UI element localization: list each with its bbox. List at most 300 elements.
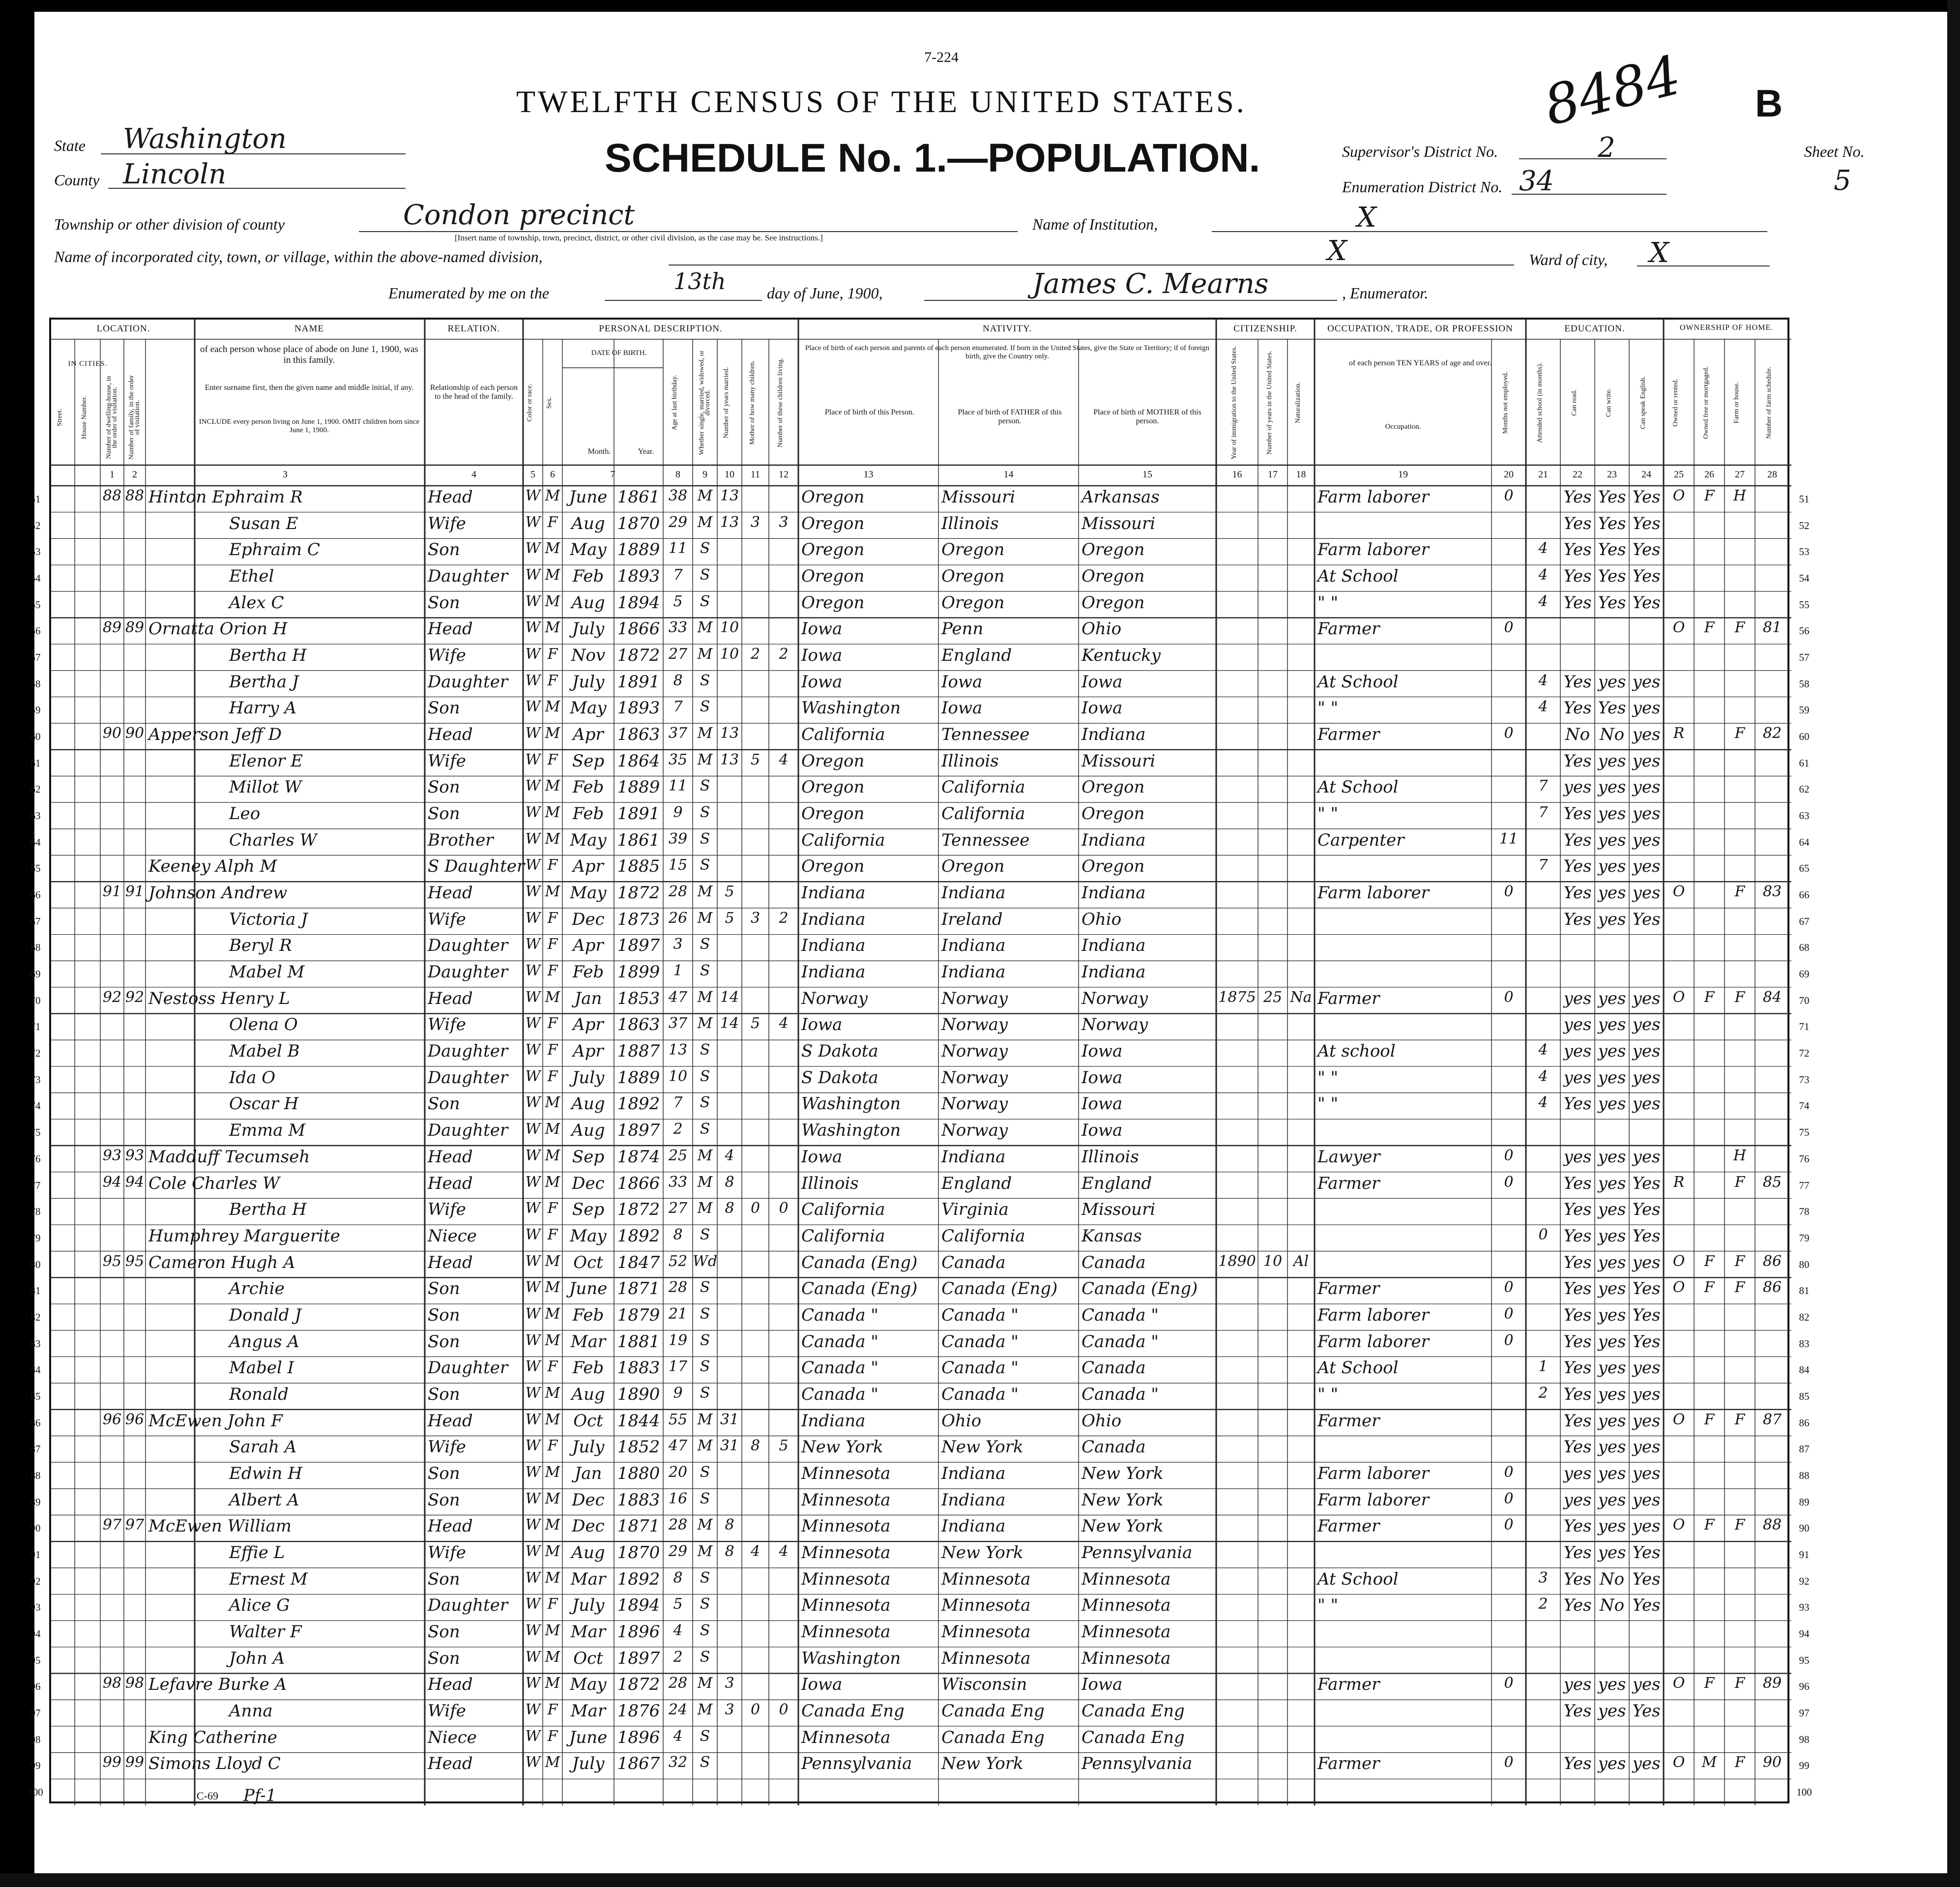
cell-sex: M — [545, 1516, 560, 1534]
header-attended-school: Attended school (in months). — [1536, 362, 1544, 443]
cell-color: W — [525, 909, 541, 927]
cell-age: 38 — [668, 487, 688, 504]
cell-mo: July — [572, 1595, 605, 1616]
cell-rd: yes — [1563, 1041, 1592, 1061]
cell-sp: yes — [1632, 804, 1661, 824]
cell-yr: 1889 — [617, 540, 660, 560]
cell-sex: M — [545, 883, 560, 901]
cell-sex: M — [545, 540, 560, 558]
cell-mar: S — [700, 672, 710, 689]
schedule-title: SCHEDULE No. 1.—POPULATION. — [605, 136, 1260, 180]
header-house-number: House Number. — [81, 396, 88, 439]
cell-sex: M — [545, 1173, 560, 1191]
cell-occ: Farmer — [1317, 1411, 1380, 1431]
cell-cl: 4 — [779, 751, 789, 768]
row-number: 76 — [1799, 1152, 1810, 1165]
row-number: 92 — [30, 1575, 41, 1587]
cell-occ: Farm laborer — [1317, 1464, 1429, 1483]
group-occupation: OCCUPATION, TRADE, OR PROFESSION — [1327, 324, 1513, 334]
cell-color: W — [525, 1120, 541, 1138]
header-name-include: INCLUDE every person living on June 1, 1900. OMIT children born since June 1, 1900. — [199, 418, 420, 435]
header-color: Color or race. — [526, 383, 533, 422]
cell-pob: Oregon — [801, 751, 865, 771]
cell-mar: M — [697, 724, 713, 742]
cell-mo: Dec — [572, 1516, 605, 1536]
cell-sp: yes — [1632, 1384, 1661, 1404]
cell-sex: M — [545, 1279, 560, 1297]
cell-wr: yes — [1598, 1384, 1626, 1404]
cell-mar: S — [700, 936, 710, 953]
cell-sex: M — [545, 804, 560, 821]
cell-color: W — [525, 1437, 541, 1455]
cell-wr: yes — [1598, 1200, 1626, 1220]
cell-mne: 0 — [1504, 619, 1514, 637]
row-number: 62 — [1799, 783, 1810, 796]
cell-wr: yes — [1598, 830, 1626, 850]
cell-occ: Lawyer — [1317, 1147, 1380, 1167]
row-number: 82 — [30, 1311, 41, 1323]
column-number: 15 — [1142, 469, 1152, 480]
cell-mar: M — [697, 909, 713, 927]
cell-pobm: Oregon — [1082, 856, 1145, 877]
cell-fam: 92 — [125, 988, 145, 1006]
cell-pobm: Pennsylvania — [1082, 1754, 1193, 1774]
cell-sp: yes — [1632, 1675, 1661, 1695]
cell-rel: Son — [428, 1384, 460, 1404]
cell-color: W — [525, 1648, 541, 1666]
header-owned-rented: Owned or rented. — [1672, 379, 1679, 427]
cell-mc: 2 — [750, 645, 761, 663]
cell-pob: California — [801, 830, 885, 850]
cell-pobf: Tennessee — [941, 830, 1030, 850]
cell-name: Mabel I — [229, 1358, 294, 1378]
column-number: 10 — [725, 469, 734, 480]
cell-age: 27 — [668, 1200, 688, 1217]
cell-rd: Yes — [1563, 1754, 1592, 1774]
cell-rd: Yes — [1563, 1226, 1592, 1246]
cell-cl: 4 — [779, 1015, 789, 1032]
group-education: EDUCATION. — [1564, 324, 1625, 334]
cell-age: 11 — [668, 540, 688, 558]
cell-pobf: Indiana — [941, 1147, 1006, 1167]
cell-sex: F — [547, 1437, 558, 1455]
cell-sp: yes — [1632, 1252, 1661, 1272]
cell-mo: Aug — [571, 1120, 605, 1141]
cell-pob: Indiana — [801, 883, 866, 903]
cell-mc: 5 — [750, 751, 761, 768]
cell-im: 1875 — [1218, 988, 1256, 1006]
cell-own: R — [1673, 1173, 1685, 1191]
cell-dw: 98 — [102, 1675, 122, 1692]
cell-yr: 1880 — [617, 1464, 660, 1483]
row-number: 94 — [1799, 1628, 1810, 1640]
cell-age: 5 — [673, 1595, 683, 1613]
row-number: 88 — [1799, 1470, 1810, 1481]
cell-mne: 0 — [1504, 1464, 1514, 1481]
cell-name: Olena O — [229, 1015, 298, 1035]
sheet-letter: B — [1755, 82, 1783, 125]
cell-own: R — [1673, 724, 1685, 742]
row-number: 98 — [1799, 1733, 1810, 1745]
row-number: 75 — [30, 1126, 41, 1139]
enumeration-month-label: day of June, 1900, — [767, 284, 883, 302]
cell-mo: Nov — [571, 645, 606, 665]
cell-pobf: Indiana — [941, 1516, 1006, 1536]
cell-wr: Yes — [1598, 513, 1626, 533]
header-family: Number of family, in the order of visitation. — [128, 375, 141, 460]
cell-pob: Canada " — [801, 1305, 878, 1325]
cell-name: Ida O — [229, 1067, 276, 1088]
cell-own: O — [1672, 1516, 1685, 1534]
cell-age: 5 — [673, 592, 683, 610]
cell-yr: 1893 — [617, 698, 660, 718]
cell-sex: F — [547, 672, 558, 689]
cell-ym: 3 — [725, 1701, 734, 1719]
cell-rd: yes — [1563, 1067, 1592, 1088]
row-number: 53 — [1799, 546, 1810, 558]
row-number: 95 — [30, 1654, 41, 1666]
row-number: 99 — [1799, 1760, 1810, 1772]
cell-yr: 1866 — [617, 619, 660, 639]
cell-name: Cole Charles W — [148, 1173, 280, 1193]
cell-mo: May — [570, 540, 607, 560]
cell-occ: At School — [1317, 566, 1399, 586]
cell-pob: Canada " — [801, 1331, 878, 1352]
cell-age: 13 — [668, 1041, 688, 1059]
cell-sex: F — [547, 1358, 558, 1376]
cell-rel: Wife — [428, 909, 466, 929]
row-number: 60 — [1799, 730, 1810, 742]
cell-age: 24 — [668, 1701, 688, 1719]
cell-fh: F — [1734, 1754, 1745, 1771]
cell-mo: Aug — [571, 1094, 605, 1114]
cell-pobm: Missouri — [1082, 751, 1156, 771]
cell-age: 29 — [668, 513, 688, 531]
cell-rel: Wife — [428, 645, 466, 665]
cell-sex: F — [547, 1041, 558, 1059]
cell-pobf: Oregon — [941, 540, 1005, 560]
group-in-cities: IN CITIES. — [68, 360, 108, 368]
cell-color: W — [525, 698, 541, 716]
cell-mne: 0 — [1504, 1173, 1514, 1191]
cell-rel: Head — [428, 487, 473, 507]
row-number: 78 — [30, 1206, 41, 1218]
cell-name: Alice G — [229, 1595, 290, 1616]
cell-wr: No — [1599, 724, 1625, 744]
cell-mo: Feb — [572, 1358, 604, 1378]
ward-value: X — [1649, 237, 1669, 269]
ward-label: Ward of city, — [1529, 251, 1608, 268]
cell-pob: Iowa — [801, 1675, 843, 1695]
cell-mar: M — [697, 1701, 713, 1719]
cell-rd: Yes — [1563, 909, 1592, 929]
cell-mne: 0 — [1504, 1754, 1514, 1771]
cell-pob: Indiana — [801, 962, 866, 982]
cell-pobf: Canada Eng — [941, 1701, 1045, 1721]
cell-mar: M — [697, 1675, 713, 1692]
cell-occ: Farm laborer — [1317, 487, 1429, 507]
cell-yr: 1852 — [617, 1437, 660, 1457]
cell-rd: Yes — [1563, 804, 1592, 824]
cell-name: Mabel M — [229, 962, 305, 982]
cell-pobm: Canada " — [1082, 1331, 1159, 1352]
cell-age: 39 — [668, 830, 688, 848]
cell-pobf: Canada " — [941, 1305, 1019, 1325]
cell-age: 28 — [668, 1675, 688, 1692]
cell-occ: At School — [1317, 777, 1399, 797]
cell-sex: M — [545, 988, 560, 1006]
cell-free: F — [1704, 619, 1715, 637]
cell-rd: Yes — [1563, 1543, 1592, 1563]
cell-yr: 1879 — [617, 1305, 660, 1325]
cell-rel: Daughter — [428, 1595, 508, 1616]
row-number: 99 — [30, 1760, 41, 1772]
cell-mar: S — [700, 1120, 710, 1138]
cell-pobf: Canada Eng — [941, 1727, 1045, 1747]
cell-sex: M — [545, 1569, 560, 1587]
cell-sch: 7 — [1538, 804, 1548, 821]
cell-ym: 13 — [720, 751, 739, 768]
cell-age: 10 — [668, 1067, 688, 1085]
cell-rel: Head — [428, 1173, 473, 1193]
row-number: 86 — [30, 1416, 41, 1429]
cell-age: 29 — [668, 1543, 688, 1561]
cell-sp: yes — [1632, 1041, 1661, 1061]
cell-color: W — [525, 1173, 541, 1191]
cell-pobf: Norway — [941, 1094, 1008, 1114]
cell-mc: 5 — [750, 1015, 761, 1032]
cell-mar: M — [697, 1411, 713, 1428]
cell-pob: Oregon — [801, 592, 865, 613]
cell-wr: yes — [1598, 1067, 1626, 1088]
cell-name: Emma M — [229, 1120, 306, 1141]
cell-rd: Yes — [1563, 1569, 1592, 1589]
cell-mc: 8 — [750, 1437, 761, 1455]
cell-mar: M — [697, 988, 713, 1006]
cell-age: 21 — [668, 1305, 688, 1323]
cell-wr: yes — [1598, 1094, 1626, 1114]
cell-pobm: Ohio — [1082, 909, 1122, 929]
cell-occ: Farm laborer — [1317, 883, 1429, 903]
cell-mo: June — [569, 1279, 608, 1299]
row-number: 71 — [30, 1021, 41, 1033]
cell-mo: July — [572, 619, 605, 639]
cell-sp: Yes — [1632, 1569, 1661, 1589]
cell-name: Ornatta Orion H — [148, 619, 288, 639]
cell-sp: Yes — [1632, 1305, 1661, 1325]
cell-occ: Farmer — [1317, 619, 1380, 639]
cell-rel: Wife — [428, 1701, 466, 1721]
cell-occ: Farm laborer — [1317, 1305, 1429, 1325]
cell-free: M — [1701, 1754, 1717, 1771]
cell-mar: M — [697, 619, 713, 637]
row-number: 70 — [1799, 994, 1810, 1006]
cell-yr: 1892 — [617, 1226, 660, 1246]
cell-age: 28 — [668, 1279, 688, 1297]
cell-pobm: Canada " — [1082, 1384, 1159, 1404]
row-number: 68 — [30, 942, 41, 954]
cell-rel: Wife — [428, 513, 466, 533]
cell-yr: 1883 — [617, 1490, 660, 1510]
row-number: 89 — [1799, 1496, 1810, 1508]
cell-mo: July — [572, 672, 605, 692]
cell-mo: Apr — [573, 724, 604, 744]
cell-mar: S — [700, 804, 710, 821]
cell-rel: Son — [428, 592, 460, 613]
cell-rd: Yes — [1563, 1358, 1592, 1378]
cell-pob: Canada (Eng) — [801, 1252, 918, 1272]
cell-name: Edwin H — [229, 1464, 302, 1483]
cell-sp: Yes — [1632, 487, 1661, 507]
cell-mne: 0 — [1504, 1331, 1514, 1349]
cell-wr: yes — [1598, 856, 1626, 877]
cell-pob: Minnesota — [801, 1569, 891, 1589]
cell-pobm: Ohio — [1082, 619, 1122, 639]
cell-yr: 1871 — [617, 1516, 660, 1536]
cell-rd: Yes — [1563, 698, 1592, 718]
row-number: 51 — [1799, 493, 1810, 505]
cell-sp: yes — [1632, 751, 1661, 771]
cell-mo: July — [572, 1754, 605, 1774]
cell-pob: Iowa — [801, 672, 843, 692]
cell-name: Sarah A — [229, 1437, 297, 1457]
column-number: 16 — [1232, 469, 1242, 480]
column-number: 9 — [702, 469, 707, 480]
row-number: 67 — [1799, 915, 1810, 927]
cell-wr: Yes — [1598, 566, 1626, 586]
cell-pobf: Ireland — [941, 909, 1003, 929]
cell-sp: Yes — [1632, 1701, 1661, 1721]
cell-rd: Yes — [1563, 566, 1592, 586]
row-number: 55 — [30, 598, 41, 611]
cell-occ: Carpenter — [1317, 830, 1404, 850]
cell-wr: yes — [1598, 1516, 1626, 1536]
cell-color: W — [525, 856, 541, 874]
cell-fam: 97 — [125, 1516, 145, 1534]
cell-fh: F — [1734, 1173, 1745, 1191]
cell-rel: Head — [428, 1147, 473, 1167]
cell-mar: S — [700, 1094, 710, 1112]
cell-sex: M — [545, 1384, 560, 1402]
cell-pob: Minnesota — [801, 1622, 891, 1642]
cell-wr: yes — [1598, 988, 1626, 1008]
cell-color: W — [525, 1622, 541, 1640]
cell-color: W — [525, 566, 541, 584]
cell-sex: M — [545, 1305, 560, 1323]
cell-wr: Yes — [1598, 592, 1626, 613]
cell-sch: 4 — [1538, 540, 1548, 558]
cell-mar: M — [697, 1543, 713, 1561]
cell-yr: 1892 — [617, 1569, 660, 1589]
cell-pobm: Indiana — [1082, 830, 1146, 850]
cell-sex: M — [545, 724, 560, 742]
cell-ym: 13 — [720, 724, 739, 742]
cell-pobf: Canada " — [941, 1331, 1019, 1352]
cell-rd: Yes — [1563, 856, 1592, 877]
cell-sp: yes — [1632, 672, 1661, 692]
row-number: 97 — [30, 1707, 41, 1719]
cell-sex: M — [545, 566, 560, 584]
cell-yr: 1871 — [617, 1279, 660, 1299]
cell-sch: 0 — [1538, 1226, 1548, 1243]
cell-mo: Oct — [573, 1411, 603, 1431]
row-number: 66 — [1799, 889, 1810, 901]
cell-pobf: Ohio — [941, 1411, 982, 1431]
cell-sex: M — [545, 1331, 560, 1349]
cell-yr: 1867 — [617, 1754, 660, 1774]
column-number: 8 — [675, 469, 680, 480]
cell-yr: 1894 — [617, 592, 660, 613]
cell-own: O — [1672, 1279, 1685, 1297]
cell-wr: yes — [1598, 1226, 1626, 1246]
cell-ym: 8 — [725, 1173, 734, 1191]
cell-rel: Son — [428, 1305, 460, 1325]
column-number: 12 — [779, 469, 789, 480]
cell-mo: Sep — [572, 1200, 605, 1220]
cell-mar: M — [697, 1200, 713, 1217]
cell-own: O — [1672, 1754, 1685, 1771]
row-number: 56 — [30, 625, 41, 637]
cell-pobm: Oregon — [1082, 592, 1145, 613]
row-number: 67 — [30, 915, 41, 927]
cell-mar: S — [700, 1358, 710, 1376]
cell-pobm: Canada " — [1082, 1305, 1159, 1325]
cell-dw: 88 — [102, 487, 122, 504]
cell-mo: Aug — [571, 1543, 605, 1563]
cell-pob: Washington — [801, 1648, 901, 1668]
column-number: 25 — [1674, 469, 1684, 480]
cell-age: 47 — [668, 1437, 688, 1455]
header-pob-mother: Place of birth of MOTHER of this person. — [1093, 408, 1201, 426]
cell-sp: Yes — [1632, 592, 1661, 613]
cell-pobm: Illinois — [1082, 1147, 1139, 1167]
cell-mar: S — [700, 1384, 710, 1402]
cell-free: F — [1704, 1252, 1715, 1270]
cell-free: F — [1704, 1411, 1715, 1428]
cell-mar: S — [700, 566, 710, 584]
cell-sex: F — [547, 751, 558, 768]
cell-rel: Wife — [428, 1543, 466, 1563]
cell-sch: 7 — [1538, 777, 1548, 795]
row-number: 98 — [30, 1733, 41, 1745]
cell-pobm: Iowa — [1082, 1120, 1123, 1141]
cell-pobf: Iowa — [941, 698, 983, 718]
column-number: 26 — [1704, 469, 1714, 480]
cell-rel: Son — [428, 804, 460, 824]
row-number: 63 — [30, 810, 41, 822]
cell-yr: 1847 — [617, 1252, 660, 1272]
cell-fs: 82 — [1762, 724, 1782, 742]
cell-pob: Canada " — [801, 1384, 878, 1404]
cell-wr: Yes — [1598, 698, 1626, 718]
cell-pobm: Oregon — [1082, 804, 1145, 824]
cell-mar: S — [700, 1464, 710, 1481]
cell-sp: yes — [1632, 1094, 1661, 1114]
cell-pobf: England — [941, 645, 1012, 665]
cell-sp: yes — [1632, 1015, 1661, 1035]
cell-wr: yes — [1598, 1305, 1626, 1325]
cell-sp: Yes — [1632, 1595, 1661, 1616]
cell-rel: Wife — [428, 751, 466, 771]
cell-fh: F — [1734, 1516, 1745, 1534]
cell-rel: Daughter — [428, 1358, 508, 1378]
cell-sp: yes — [1632, 1516, 1661, 1536]
cell-mar: S — [700, 1595, 710, 1613]
cell-mo: July — [572, 1437, 605, 1457]
cell-free: F — [1704, 1516, 1715, 1534]
cell-pobm: Norway — [1082, 988, 1148, 1008]
cell-mne: 0 — [1504, 883, 1514, 901]
